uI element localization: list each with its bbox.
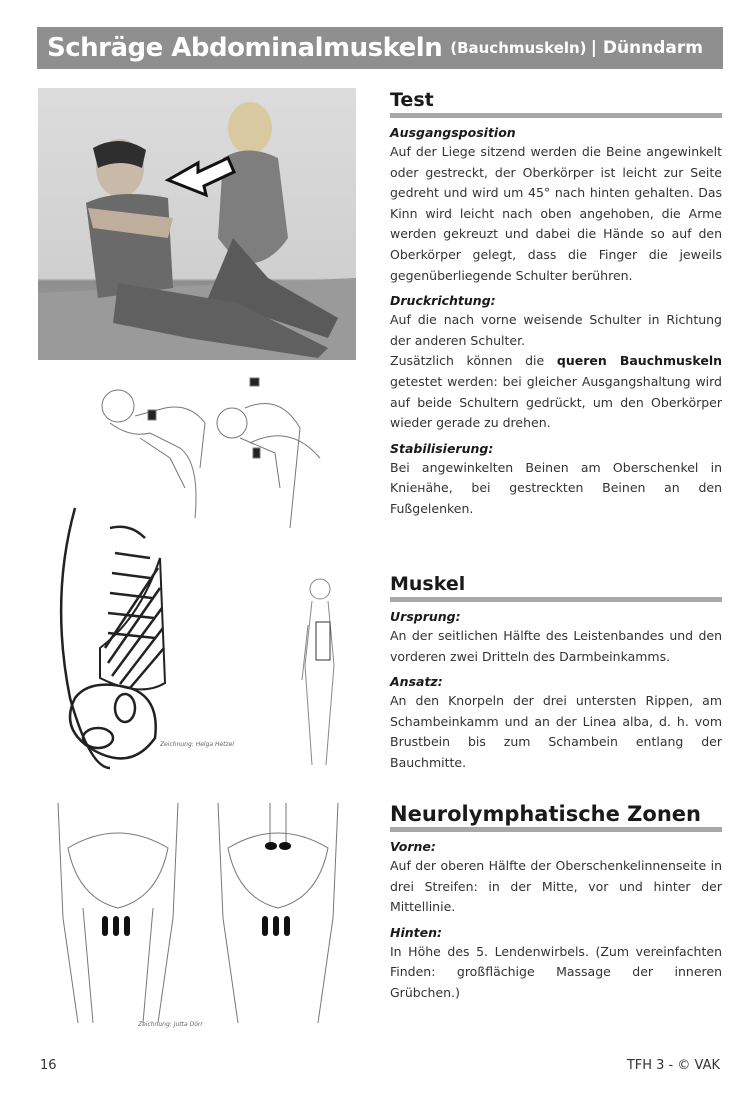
insertion-label: Ansatz: xyxy=(390,674,443,690)
neurolymph-section xyxy=(390,802,722,1004)
origin-text: An der seitlichen Hälfte des Leistenbandes und den vorderen zwei Dritteln des Darmbeinkamms. xyxy=(390,628,722,664)
stabilization-text: Bei angewinkelten Beinen am Oberschenkel in Kniенähe, bei gestreckten Beinen an den Fußgelenken. xyxy=(390,459,722,516)
muscle-anatomy-drawing xyxy=(50,498,250,773)
stabilization-label: Stabilisierung: xyxy=(390,440,494,456)
test-photo xyxy=(38,88,356,360)
page-number: 16 xyxy=(40,1058,57,1073)
drawing-credit-2: Zeichnung: Jutta Dörr xyxy=(138,1021,203,1028)
pressure-label: Druckrichtung: xyxy=(390,293,496,309)
extra-test-text: Zusätzlich können die queren Bauchmuskeln getestet werden: bei gleicher Ausgangshaltung wird auf beide Schultern gedrückt, um den Oberkörper wieder gerade zu drehen. xyxy=(390,353,723,431)
start-position-text: Auf der Liege sitzend werden die Beine angewinkelt oder gestreckt, der Oberkörper ist leicht zur Seite gedreht und wird um 45° nach hinten gehalten. Das Kinn wird leicht nach oben angehoben, die Arme werden gekreuzt und dabei die Hände so auf den Oberkörper gelegt, dass die Finger die jeweils gegenüberliegende Schulter berühren. xyxy=(390,144,722,283)
publisher-footer: TFH 3 - © VAK xyxy=(626,1058,720,1073)
test-heading: Test xyxy=(390,88,722,118)
test-section xyxy=(390,88,722,520)
front-text: Auf der oberen Hälfte der Oberschenkelinnenseite in drei Streifen: in der Mitte, vor und hinter der Mittellinie. xyxy=(390,858,722,915)
back-label: Hinten: xyxy=(390,924,442,940)
page-title: Schräge Abdominalmuskeln xyxy=(47,33,443,63)
drawing-credit-1: Zeichnung: Helga Hetzel xyxy=(160,741,235,748)
back-text: In Höhe des 5. Lendenwirbels. (Zum vereinfachten Finden: großflächige Massage der inneren Grübchen.) xyxy=(390,943,722,1000)
neurolymphatic-zones-drawing xyxy=(38,798,358,1030)
neurolymph-heading: Neurolymphatische Zonen xyxy=(390,802,722,832)
page-subtitle: (Bauchmuskeln) xyxy=(450,39,587,57)
body-outline-figure xyxy=(290,575,350,770)
start-position-label: Ausgangsposition xyxy=(390,125,516,140)
insertion-text: An den Knorpeln der drei untersten Rippen, am Schambeinkamm und an der Linea alba, d. h. vom Brustbein bis zum Schambein entlang der Bauchmitte. xyxy=(390,693,722,770)
muscle-section xyxy=(390,572,722,774)
front-label: Vorne: xyxy=(390,839,436,854)
title-banner xyxy=(37,27,723,69)
muscle-heading: Muskel xyxy=(390,572,722,602)
meridian-label: | Dünndarm xyxy=(590,38,703,58)
origin-label: Ursprung: xyxy=(390,609,461,624)
pressure-text: Auf die nach vorne weisende Schulter in Richtung der anderen Schulter. xyxy=(390,312,722,348)
